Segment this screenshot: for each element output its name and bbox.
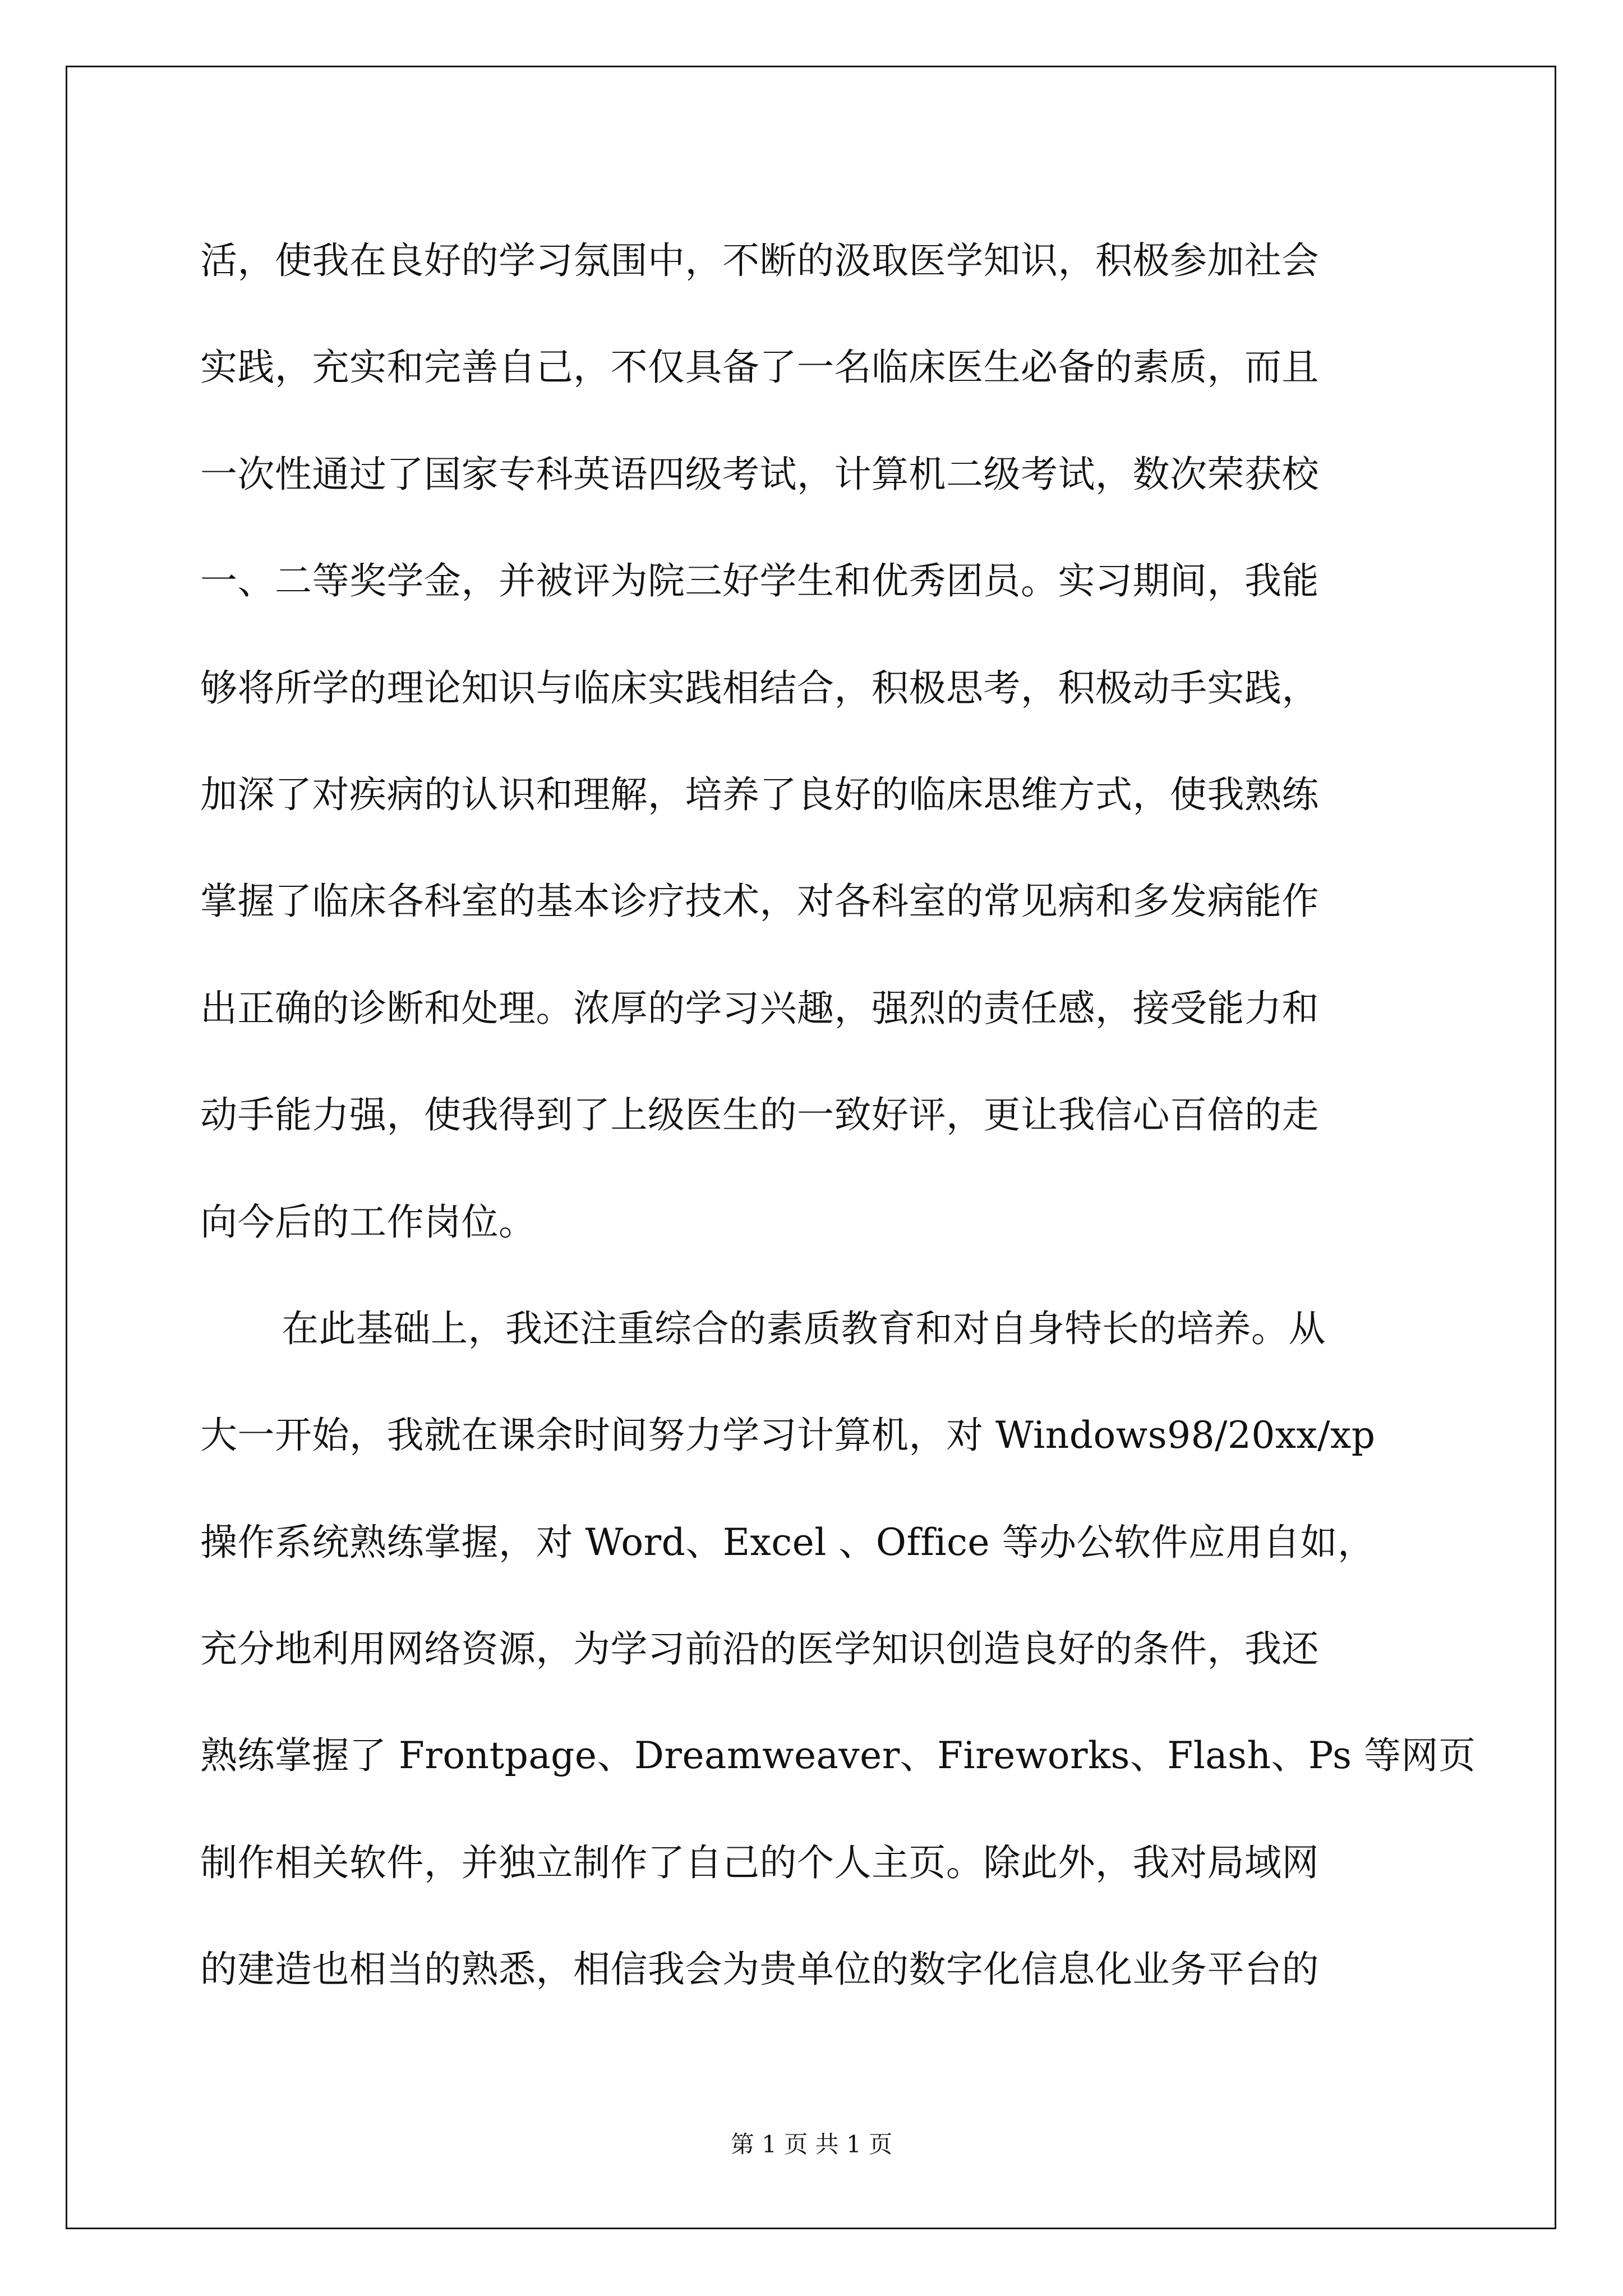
document-body [200,208,1476,2023]
text-line: 掌握了临床各科室的基本诊疗技术，对各科室的常见病和多发病能作 [200,880,1319,923]
text-line: 出正确的诊断和处理。浓厚的学习兴趣，强烈的责任感，接受能力和 [200,986,1319,1030]
text-line: 操作系统熟练掌握，对 Word、Excel 、Office 等办公软件应用自如， [200,1520,1375,1564]
text-line: 实践，充实和完善自己，不仅具备了一名临床医生必备的素质，而且 [200,346,1319,389]
text-line: 加深了对疾病的认识和理解，培养了良好的临床思维方式，使我熟练 [200,772,1319,816]
paragraph-start-line: 在此基础上，我还注重综合的素质教育和对自身特长的培养。从 [282,1306,1326,1350]
text-line: 制作相关软件，并独立制作了自己的个人主页。除此外，我对局域网 [200,1841,1319,1884]
text-line: 的建造也相当的熟悉，相信我会为贵单位的数字化信息化业务平台的 [200,1948,1319,1991]
text-line: 一次性通过了国家专科英语四级考试，计算机二级考试，数次荣获校 [200,452,1319,496]
text-line: 一、二等奖学金，并被评为院三好学生和优秀团员。实习期间，我能 [200,559,1319,603]
text-line: 向今后的工作岗位。 [200,1200,536,1244]
text-line: 大一开始，我就在课余时间努力学习计算机，对 Windows98/20xx/xp [200,1414,1376,1457]
text-line: 熟练掌握了 Frontpage、Dreamweaver、Fireworks、Flash、Ps 等网页 [200,1734,1476,1778]
text-line: 活，使我在良好的学习氛围中，不断的汲取医学知识，积极参加社会 [200,239,1319,282]
text-line: 充分地利用网络资源，为学习前沿的医学知识创造良好的条件，我还 [200,1627,1319,1671]
text-line: 够将所学的理论知识与临床实践相结合，积极思考，积极动手实践， [200,666,1319,710]
page-number-footer: 第 1 页 共 1 页 [730,2131,893,2158]
text-line: 动手能力强，使我得到了上级医生的一致好评，更让我信心百倍的走 [200,1093,1319,1137]
